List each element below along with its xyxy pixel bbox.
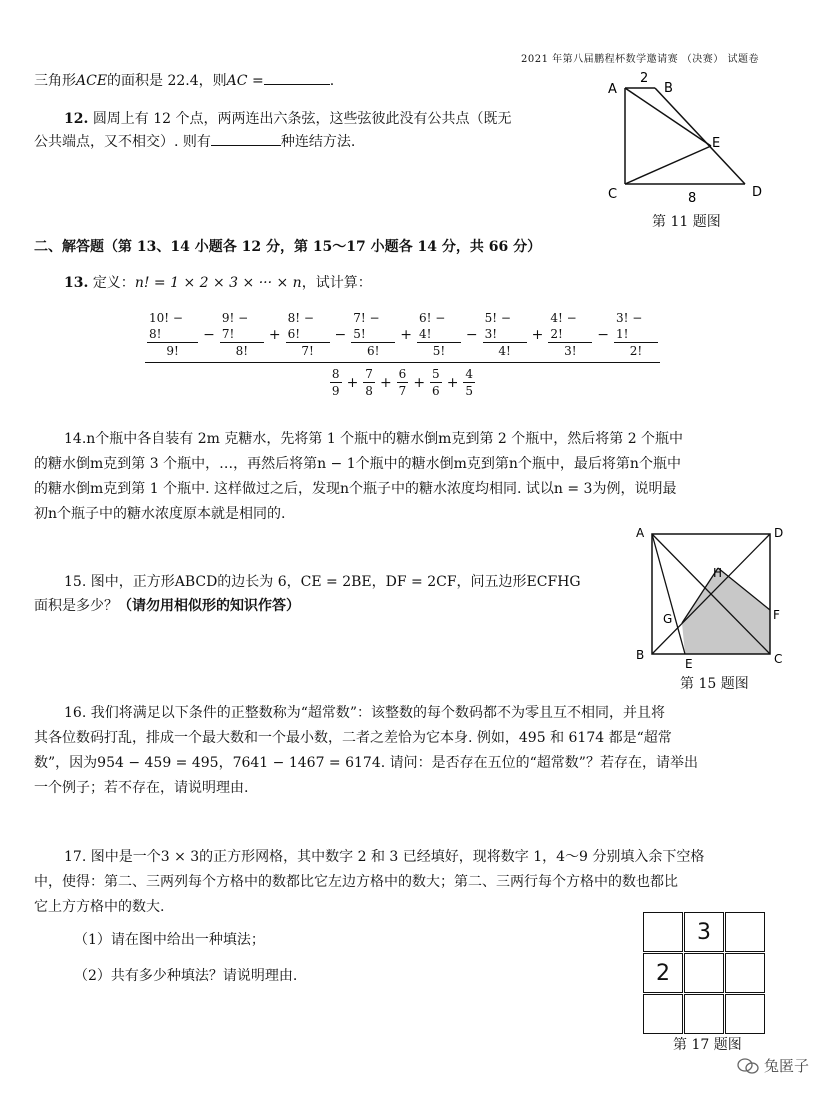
fraction (351, 310, 395, 359)
fraction (483, 310, 527, 359)
fraction-numerator: 6! − 4! (417, 310, 461, 343)
figure-11 (600, 66, 775, 216)
grid-cell (725, 912, 765, 952)
fraction-denominator: 9! (166, 344, 179, 358)
figure-17-grid (643, 912, 766, 1035)
fraction-numerator: 3! − 1! (614, 310, 658, 343)
q17-line: 中，使得：第二、三两列每个方格中的数都比它左边方格中的数大；第二、三两行每个方格中的数也都比 (34, 874, 678, 890)
q16-line: 数”，因为954 − 459 = 495，7641 − 1467 = 6174. 请问：是否存在五位的“超常数”？若存在，请举出 (34, 755, 698, 771)
q15-line1: 15. 图中，正方形ABCD的边长为 6，CE = 2BE，DF = 2CF，问五边形ECFHG (64, 574, 581, 590)
fig15-label-c: C (774, 652, 783, 666)
q17-line: 17. 图中是一个3 × 3的正方形网格，其中数字 2 和 3 已经填好，现将数字 1，4～9 分别填入余下空格 (64, 849, 705, 865)
fig11-label-b: B (664, 81, 673, 96)
fraction (463, 366, 475, 399)
q17-sub1: （1）请在图中给出一种填法； (74, 932, 265, 948)
figure-15 (630, 522, 790, 674)
page-header: 2021 年第八届鹏程杯数学邀请赛 （决赛） 试题卷 (521, 54, 759, 65)
fig11-label-a: A (608, 82, 617, 97)
fig11-edge-ae (625, 88, 711, 146)
fraction-denominator: 8 (365, 384, 373, 398)
fraction-numerator: 7! − 5! (351, 310, 395, 343)
q13-denominator (145, 363, 660, 399)
fig11-top-length: 2 (640, 71, 649, 86)
fraction (548, 310, 592, 359)
fraction-numerator: 6 (398, 367, 407, 381)
operator: − (597, 326, 610, 343)
fraction (363, 366, 375, 399)
fraction (330, 366, 342, 399)
operator: + (446, 374, 459, 391)
fig11-label-e: E (712, 136, 721, 151)
fig11-bottom-length: 8 (688, 191, 697, 206)
fraction-denominator: 8! (235, 344, 249, 358)
fraction-numerator: 10! − 8! (147, 310, 198, 343)
fig15-label-b: B (636, 648, 645, 662)
operator: + (400, 326, 412, 343)
fraction (397, 366, 409, 399)
fraction-denominator: 2! (629, 344, 643, 358)
fraction-numerator: 7 (365, 367, 373, 381)
grid-cell (684, 994, 724, 1034)
fig11-caption: 第 11 题图 (652, 214, 721, 230)
fraction-denominator: 9 (331, 384, 340, 398)
q14-line: 14.n个瓶中各自装有 2m 克糖水，先将第 1 个瓶中的糖水倒m克到第 2 个瓶中，然后将第 2 个瓶中 (64, 431, 684, 447)
fig15-label-g: G (663, 612, 673, 626)
operator: + (379, 374, 392, 391)
q17-sub2: （2）共有多少种填法？请说明理由. (74, 968, 298, 984)
q12-line1: 12. 圆周上有 12 个点，两两连出六条弦，这些弦彼此没有公共点（既无 (64, 111, 512, 127)
fig17-caption: 第 17 题图 (673, 1037, 742, 1053)
fraction-numerator: 9! − 7! (220, 310, 264, 343)
fraction-denominator: 6! (367, 344, 380, 358)
fraction (614, 310, 658, 359)
fraction-numerator: 5 (432, 367, 440, 381)
fraction (417, 310, 461, 359)
q13-expression (145, 310, 660, 399)
q14-line: 的糖水倒m克到第 1 个瓶中. 这样做过之后，发现n个瓶子中的糖水浓度均相同. 试以n = 3为例，说明最 (34, 481, 677, 497)
operator: − (465, 326, 478, 343)
operator: + (346, 374, 359, 391)
fraction-numerator: 8 (331, 367, 340, 381)
fraction-denominator: 5 (465, 384, 474, 398)
fraction-numerator: 4 (465, 367, 474, 381)
fig15-caption: 第 15 题图 (680, 676, 749, 692)
q11-tail: 三角形ACE的面积是 22.4，则AC = . (34, 70, 334, 92)
grid-cell (643, 994, 683, 1034)
q13-numerator (145, 310, 660, 363)
fraction-denominator: 5! (432, 344, 446, 358)
fraction (220, 310, 264, 359)
operator: − (203, 326, 215, 343)
fraction-denominator: 6 (432, 384, 440, 398)
fraction (430, 366, 442, 399)
grid-cell (643, 912, 683, 952)
fraction-numerator: 8! − 6! (286, 310, 330, 343)
operator: + (531, 326, 544, 343)
operator: − (334, 326, 347, 343)
fig15-label-h: H (713, 566, 723, 580)
fraction-numerator: 4! − 2! (548, 310, 592, 343)
q14-line: 的糖水倒m克到第 3 个瓶中，…，再然后将第n − 1个瓶中的糖水倒m克到第n个瓶中，最后将第n个瓶中 (34, 456, 681, 472)
q16-line: 其各位数码打乱，排成一个最大数和一个最小数，二者之差恰为它本身. 例如，495 和 6174 都是“超常 (34, 730, 672, 746)
fig15-label-f: F (773, 608, 780, 622)
fraction (147, 310, 198, 359)
section-heading: 二、解答题（第 13、14 小题各 12 分，第 15～17 小题各 14 分，共 66 分） (34, 239, 542, 255)
fraction-denominator: 7 (398, 384, 407, 398)
answer-blank (264, 70, 330, 85)
grid-cell (725, 994, 765, 1034)
operator: + (413, 374, 426, 391)
q16-line: 16. 我们将满足以下条件的正整数称为“超常数”：该整数的每个数码都不为零且互不相同，并且将 (64, 705, 666, 721)
grid-cell (725, 953, 765, 993)
q17-line: 它上方方格中的数大. (34, 899, 165, 915)
q16-line: 一个例子；若不存在，请说明理由. (34, 780, 249, 796)
fig11-edge-bd (655, 88, 745, 184)
fraction (286, 310, 330, 359)
q15-line2: 面积是多少？（请勿用相似形的知识作答） (34, 598, 300, 614)
fraction-denominator: 7! (301, 344, 314, 358)
q13-text: 13. 定义：n! = 1 × 2 × 3 × ··· × n，试计算： (64, 275, 372, 291)
fraction-numerator: 5! − 3! (483, 310, 527, 343)
fig11-label-d: D (752, 185, 763, 200)
wechat-icon (737, 1057, 759, 1075)
fig15-line-ae (652, 534, 685, 654)
fig15-label-d: D (774, 526, 784, 540)
grid-cell (684, 953, 724, 993)
wechat-watermark: 兔匿子 (737, 1055, 809, 1076)
fig11-edge-ce (625, 146, 711, 184)
fig15-label-e: E (685, 657, 693, 671)
answer-blank (211, 131, 281, 146)
q12-line2: 公共端点，又不相交）. 则有 种连结方法. (34, 131, 355, 153)
fig11-label-c: C (608, 187, 618, 202)
q14-line: 初n个瓶子中的糖水浓度原本就是相同的. (34, 506, 286, 522)
operator: + (268, 326, 281, 343)
fig15-label-a: A (636, 526, 645, 540)
grid-cell: 3 (684, 912, 724, 952)
fraction-denominator: 4! (498, 344, 511, 358)
fraction-denominator: 3! (564, 344, 577, 358)
grid-cell: 2 (643, 953, 683, 993)
